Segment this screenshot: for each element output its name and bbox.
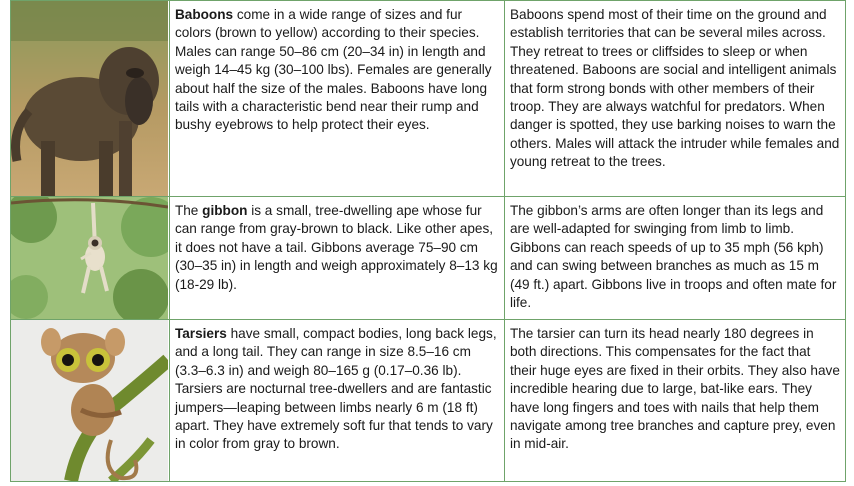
description-text: is a small, tree-dwelling ape whose fur can range from gray-brown to black. Like other apes, it does not have a tail. Gibbons average 75–90 cm (30–35 in) in length and weigh approximately 8–13 kg (18-29 lb). [174,203,498,292]
baboon-photo [11,1,168,196]
behavior-text: The gibbon’s arms are often longer than its legs and are well-adapted for swinging from limb to limb. Gibbons can reach speeds of up to 35 mph (56 kph) and can swing between branches as much as 15 m (49 ft.) apart. Gibbons live in troops and often mate for life. [509,203,837,311]
tarsier-photo [11,320,168,481]
behavior-text: The tarsier can turn its head nearly 180 degrees in both directions. This compensates for the fact that their huge eyes are fixed in their orbits. They also have incredible hearing due to large, bat-like ears. They have long fingers and toes with nails that help them navigate among tree branches and capture prey, even in mid-air. [509,326,840,452]
tarsier-image-cell [11,320,170,482]
baboon-behavior [504,1,845,197]
description-text: The [174,203,203,218]
tarsier-behavior [504,320,845,482]
gibbon-image-cell [11,197,170,320]
table-row [11,197,846,320]
tarsier-description [169,320,504,482]
table-row [11,1,846,197]
animal-name: Baboons [174,7,234,22]
primate-comparison-table [10,0,846,482]
table-row [11,320,846,482]
description-text: come in a wide range of sizes and fur colors (brown to yellow) according to their species. Males can range 50–86 cm (20–34 in) in length and weigh 14–45 kg (30–100 lbs). Females are generally about half the size of the males. Baboons have long tails with a characteristic bend near their rump and bushy eyebrows to help protect their eyes. [174,7,492,133]
behavior-text: Baboons spend most of their time on the ground and establish territories that can be several miles across. They retreat to trees or cliffsides to sleep or when threatened. Baboons are social and intelligent animals that form strong bonds with other members of their troop. They are always watchful for predators. When danger is spotted, they use barking noises to warn the others. Males will attack the intruder while females and young retreat to the trees. [509,7,840,170]
animal-name: Tarsiers [174,326,227,341]
animal-name: gibbon [202,203,248,218]
gibbon-description [169,197,504,320]
gibbon-photo [11,197,168,319]
baboon-image-cell [11,1,170,197]
gibbon-behavior [504,197,845,320]
description-text: have small, compact bodies, long back legs, and a long tail. They can range in size 8.5–16 cm (3.3–6.3 in) and weigh 80–165 g (0.17–0.36 lb). Tarsiers are nocturnal tree-dwellers and are fantastic jumpers—leaping between limbs nearly 6 m (18 ft) apart. They have extremely soft fur that tends to vary in color from gray to brown. [174,326,497,452]
baboon-description [169,1,504,197]
